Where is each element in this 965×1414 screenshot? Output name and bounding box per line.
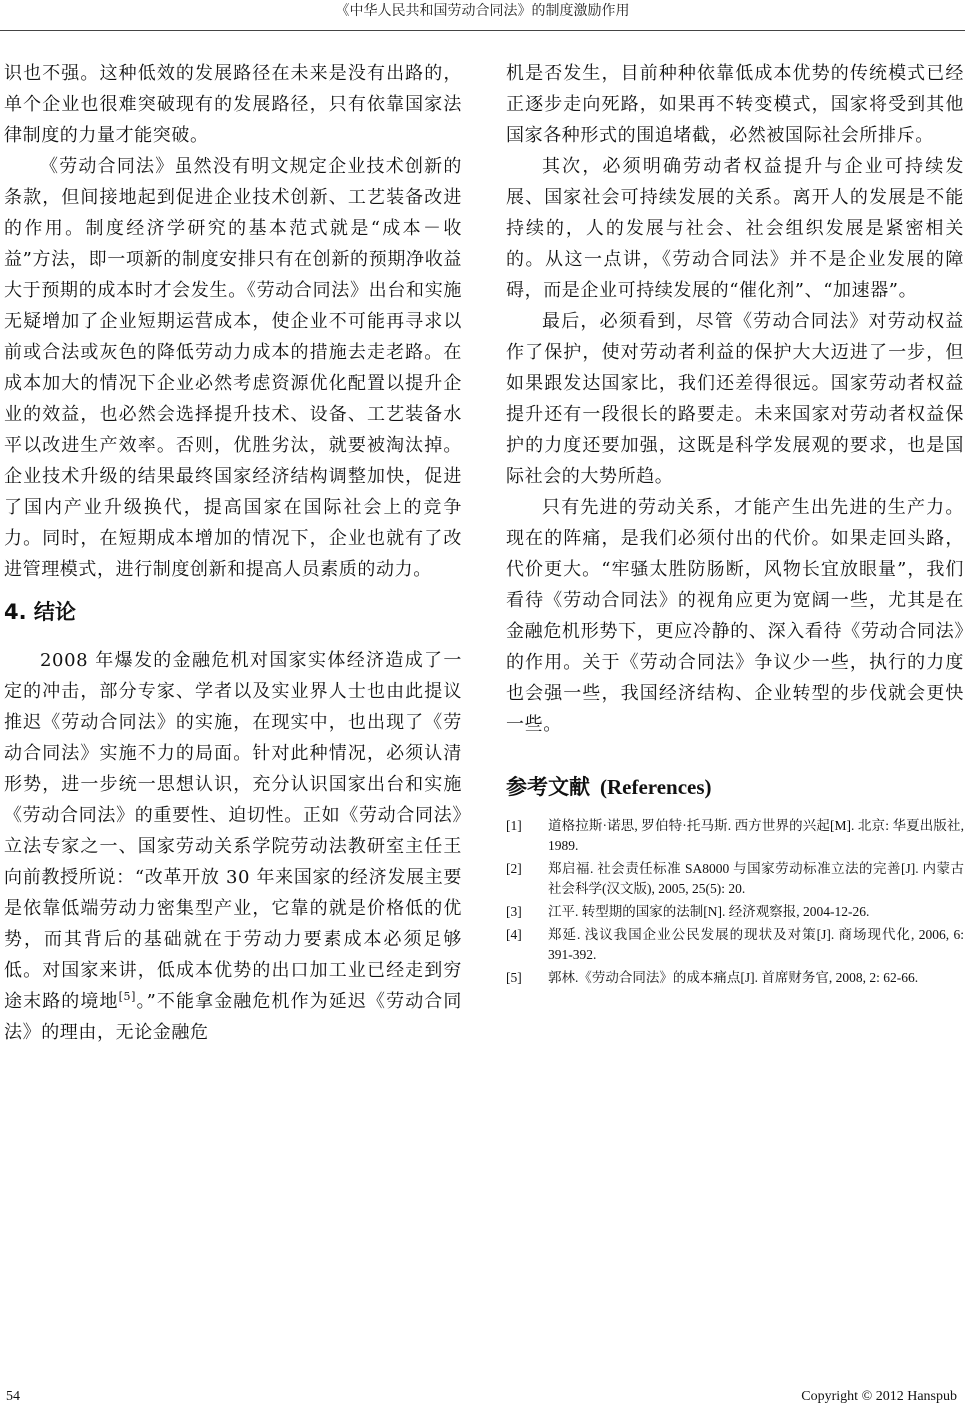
- reference-list: [506, 816, 964, 988]
- reference-number: [2]: [506, 861, 522, 876]
- paragraph-text: 2008 年爆发的金融危机对国家实体经济造成了一定的冲击，部分专家、学者以及实业界人士也由此提议推迟《劳动合同法》的实施，在现实中，也出现了《劳动合同法》实施不力的局面。针对此种情况，必须认清形势，进一步统一思想认识，充分认识国家出台和实施《劳动合同法》的重要性、迫切性。正如《劳动合同法》立法专家之一、国家劳动关系学院劳动法教研室主任王向前教授所说：“改革开放 30 年来国家的经济发展主要是依靠低端劳动力密集型产业，它靠的就是价格低的优势，而其背后的基础就在于劳动力要素成本必须足够低。对国家来讲，低成本优势的出口加工业已经走到穷途末路的境地: [4, 650, 462, 1012]
- reference-item: [506, 902, 964, 922]
- reference-item: [506, 816, 964, 856]
- right-paragraph-1: 机是否发生，目前种种依靠低成本优势的传统模式已经正逐步走向死路，如果再不转变模式，国家将受到其他国家各种形式的围追堵截，必然被国际社会所排斥。: [506, 63, 964, 146]
- reference-number: [1]: [506, 818, 522, 833]
- paragraph-text-continued: 。”不能拿金融危机作为延迟《劳动合同法》的理由，无论金融危: [4, 991, 462, 1043]
- reference-number: [4]: [506, 927, 522, 942]
- reference-text: 郑启福. 社会责任标准 SA8000 与国家劳动标准立法的完善[J]. 内蒙古社会科学(汉文版), 2005, 25(5): 20.: [548, 861, 964, 896]
- references-heading: [506, 772, 964, 802]
- reference-number: [5]: [506, 970, 522, 985]
- reference-text: 江平. 转型期的国家的法制[N]. 经济观察报, 2004-12-26.: [548, 904, 870, 919]
- left-column: [4, 58, 462, 1048]
- reference-text: 道格拉斯·诺思, 罗伯特·托马斯. 西方世界的兴起[M]. 北京: 华夏出版社, 1989.: [548, 818, 964, 853]
- right-paragraph-4: 只有先进的劳动关系，才能产生出先进的生产力。现在的阵痛，是我们必须付出的代价。如果走回头路，代价更大。“牢骚太胜防肠断，风物长宜放眼量”，我们看待《劳动合同法》的视角应更为宽阔一些，尤其是在金融危机形势下，更应冷静的、深入看待《劳动合同法》的作用。关于《劳动合同法》争议少一些，执行的力度也会强一些，我国经济结构、企业转型的步伐就会更快一些。: [506, 497, 964, 735]
- page-number: 54: [6, 1389, 20, 1404]
- copyright-notice: Copyright © 2012 Hanspub: [801, 1389, 957, 1404]
- reference-text: 郭林.《劳动合同法》的成本痛点[J]. 首席财务官, 2008, 2: 62-66.: [548, 970, 919, 985]
- running-header: 《中华人民共和国劳动合同法》的制度激励作用: [335, 3, 630, 19]
- left-paragraph-2: 《劳动合同法》虽然没有明文规定企业技术创新的条款，但间接地起到促进企业技术创新、工艺装备改进的作用。制度经济学研究的基本范式就是“成本－收益”方法，即一项新的制度安排只有在创新的预期净收益大于预期的成本时才会发生。《劳动合同法》出台和实施无疑增加了企业短期运营成本，使企业不可能再寻求以前或合法或灰色的降低劳动力成本的措施去走老路。在成本加大的情况下企业必然考虑资源优化配置以提升企业的效益，也必然会选择提升技术、设备、工艺装备水平以改进生产效率。否则，优胜劣汰，就要被淘汰掉。企业技术升级的结果最终国家经济结构调整加快，促进了国内产业升级换代，提高国家在国际社会上的竞争力。同时，在短期成本增加的情况下，企业也就有了改进管理模式，进行制度创新和提高人员素质的动力。: [4, 156, 462, 580]
- reference-item: [506, 859, 964, 899]
- reference-number: [3]: [506, 904, 522, 919]
- reference-text: 郑延. 浅议我国企业公民发展的现状及对策[J]. 商场现代化, 2006, 6: 391-392.: [548, 927, 964, 962]
- references-heading-en: (References): [600, 775, 712, 799]
- section-heading-conclusion: 4. 结论: [4, 600, 76, 624]
- citation-marker: [5]: [118, 990, 136, 1003]
- header-rule: [0, 30, 965, 31]
- right-column: [506, 58, 964, 991]
- right-paragraph-2: 其次，必须明确劳动者权益提升与企业可持续发展、国家社会可持续发展的关系。离开人的发展是不能持续的，人的发展与社会、社会组织发展是紧密相关的。从这一点讲，《劳动合同法》并不是企业发展的障碍，而是企业可持续发展的“催化剂”、“加速器”。: [506, 156, 964, 301]
- left-paragraph-1: 识也不强。这种低效的发展路径在未来是没有出路的，单个企业也很难突破现有的发展路径，只有依靠国家法律制度的力量才能突破。: [4, 63, 462, 146]
- references-heading-cn: 参考文献: [506, 775, 590, 799]
- left-paragraph-3: [4, 645, 462, 1048]
- reference-item: [506, 925, 964, 965]
- right-paragraph-3: 最后，必须看到，尽管《劳动合同法》对劳动权益作了保护，使对劳动者利益的保护大大迈进了一步，但如果跟发达国家比，我们还差得很远。国家劳动者权益提升还有一段很长的路要走。未来国家对劳动者权益保护的力度还要加强，这既是科学发展观的要求，也是国际社会的大势所趋。: [506, 311, 964, 487]
- reference-item: [506, 968, 964, 988]
